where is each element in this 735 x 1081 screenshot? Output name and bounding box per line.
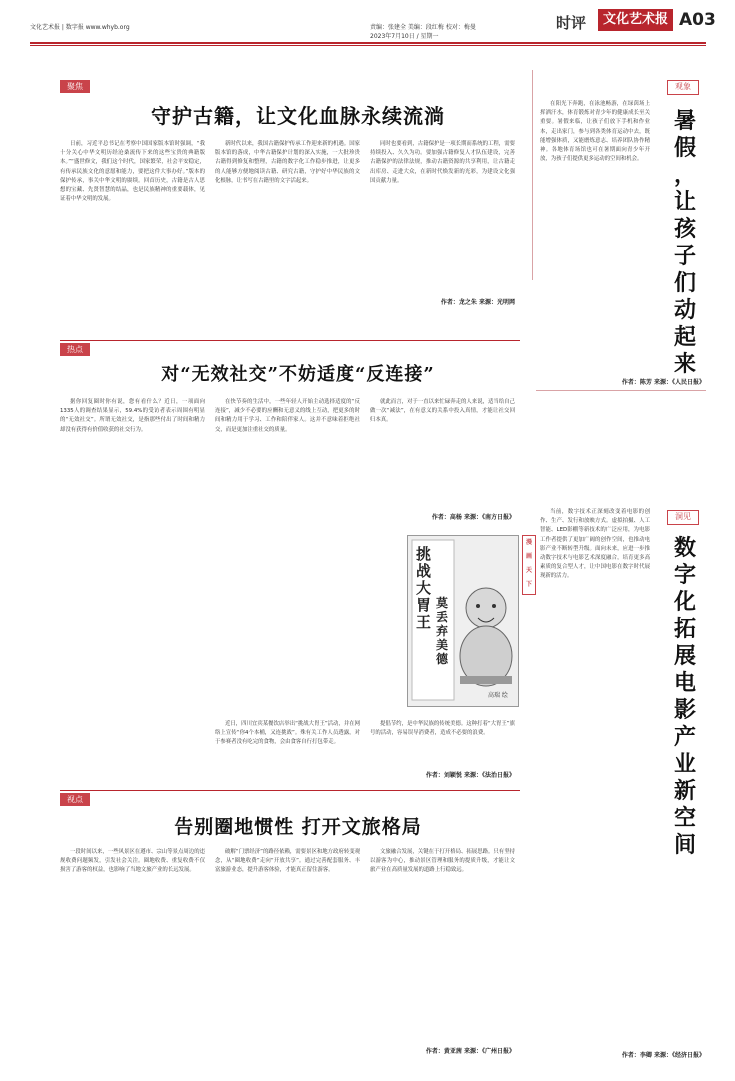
right-article-title	[672, 108, 698, 378]
article-signature: 作者：高杨 来源：《南方日报》	[431, 514, 515, 521]
brand-logo: 文化艺术报	[598, 9, 673, 31]
section-divider	[60, 790, 520, 791]
cartoon-label-1: 漫	[525, 539, 532, 546]
cartoon-credit: 高瑞 绘	[488, 692, 508, 699]
right-article-body: 在阳光下奔跑，在泳池畅游，在绿茵场上挥洒汗水，体育锻炼对青少年的健康成长至关重要。暑假来临，让孩子们放下手机和作业本，走出家门，参与到各类体育运动中去，既能增强体质，又能磨炼意志、培养团队协作精神。各地体育场馆也可在暑期面向青少年开放，为孩子们提供更多运动的空间和机会。	[540, 101, 650, 163]
cartoon-label-4: 下	[525, 581, 532, 588]
article-signature: 作者：刘颖悦 来源：《法治日报》	[425, 772, 515, 779]
title-char: 字	[673, 562, 696, 588]
cartoon-label-3: 天	[525, 567, 532, 574]
article-signature: 作者：陈芳 来源：《人民日报》	[621, 379, 705, 386]
article-body-col3: 文旅融合发展，关键在于打开格局、拓展思路。只有坚持以游客为中心，推动景区管理和服务的提质升级，才能让文旅产业在高质量发展的道路上行稳致远。	[370, 849, 515, 874]
issue-date: 2023年7月10日 / 星期一	[370, 33, 439, 40]
cartoon-caption: 莫丢弃美德	[436, 596, 449, 666]
article-body-col2: 新时代以来，我国古籍保护传承工作迎来新的机遇。国家版本馆的落成，中华古籍保护计划的深入实施，一大批珍贵古籍得到修复和整理，古籍的数字化工作稳步推进，让更多的人能够方便地阅读古籍、研究古籍，守护好中华民族的文化根脉，让书写在古籍里的文字活起来。	[215, 141, 360, 184]
cartoon-title: 挑战大胃王	[416, 545, 432, 631]
section-tag-insight: 洞见	[667, 510, 699, 525]
article-body-col2: 破解“门票经济”的路径依赖，需要景区和地方政府转变观念，从“圈地收费”走向“开放共享”。通过完善配套服务、丰富旅游业态，提升游客体验，才能真正留住游客。	[215, 849, 360, 874]
cartoon-commentary: 提倡节约，是中华民族的传统美德。这种打着“大胃王”旗号的活动，容易误导消费者，造成不必要的浪费。	[370, 721, 515, 737]
title-char: 电	[673, 670, 696, 696]
title-char: ，	[673, 162, 696, 188]
header-rule	[30, 42, 706, 44]
page-number: A03	[679, 10, 716, 30]
editor-credits: 责编：张建全 美编：段红梅 校对：梅曼	[370, 24, 476, 31]
column-divider	[532, 70, 533, 280]
title-char: 们	[673, 270, 696, 296]
title-char: 影	[673, 697, 696, 723]
section-divider	[536, 390, 706, 391]
section-tag-focus: 聚焦	[60, 80, 90, 93]
article-body-col1: 日前，习近平总书记在考察中国国家版本馆时强调，“我十分关心中华文明历经沧桑流传下来的这些宝贵的典籍版本。”“盛世修文，我们这个时代，国家繁荣，社会平安稳定，有传承民族文化的意愿和能力，要把这件大事办好。”版本的保护传承，事关中华文明的赓续。回首历史，古籍是古人思想的宝藏、先贤智慧的结晶，也是民族精神的重要载体，见证着中华文明的发展。	[60, 141, 205, 203]
cartoon-label-2: 画	[525, 553, 532, 560]
site-info: 文化艺术报 | 数字报 www.whyb.org	[30, 24, 130, 31]
title-char: 动	[673, 297, 696, 323]
article-body-col2: 在快节奏的生活中，一些年轻人开始主动选择适度的“反连接”，减少不必要的应酬和无意义的线上互动，把更多的时间和精力用于学习、工作和陪伴家人。这并不意味着拒绝社交，而是更加注重社交的质量。	[215, 399, 360, 433]
article-signature: 作者：龙之朱 来源：光明网	[440, 299, 515, 306]
article-signature: 作者：黄亚茜 来源：《广州日报》	[425, 1048, 515, 1055]
article-body-col1: 一段时间以来，一些风景区在遵市、宗山等景点周边的违规收费问题频发，引发社会关注。圈地收费、重复收费不仅损害了游客的权益，也影响了当地文旅产业的长远发展。	[60, 849, 205, 874]
title-char: 拓	[673, 616, 696, 642]
article-signature: 作者：李卿 来源：《经济日报》	[621, 1052, 705, 1059]
section-divider	[60, 340, 520, 341]
title-char: 子	[673, 243, 696, 269]
right-article-title	[672, 535, 698, 859]
title-char: 孩	[673, 216, 696, 242]
cartoon-image	[407, 535, 519, 707]
right-article-body: 当前，数字技术正深刻改变着电影的创作、生产、发行和放映方式。虚拟拍摄、人工智能、LED影棚等新技术的广泛应用，为电影工作者提供了更加广阔的创作空间，也推动电影产业不断转型升级。面向未来，应进一步推动数字技术与电影艺术深度融合，培育更多高素质的复合型人才，让中国电影在数字时代展现新的活力。	[540, 509, 650, 580]
cartoon-column-label	[522, 535, 536, 595]
title-char: 化	[673, 589, 696, 615]
title-char: 起	[673, 324, 696, 350]
title-char: 间	[673, 832, 696, 858]
article-title-social: 对“无效社交”不妨适度“反连接”	[161, 364, 435, 385]
title-char: 假	[673, 135, 696, 161]
title-char: 数	[673, 535, 696, 561]
section-tag-hot: 热点	[60, 343, 90, 356]
article-title-tourism: 告别圈地惯性 打开文旅格局	[174, 816, 422, 838]
article-body-col3: 同时也要看到，古籍保护是一项长期而系统的工程，需要持续投入、久久为功。要加强古籍修复人才队伍建设，完善古籍保护的法律法规，推动古籍资源的共享利用，让古籍走出库房、走进大众，在新时代焕发新的光彩，为建设文化强国贡献力量。	[370, 141, 515, 184]
article-title-ancient-books: 守护古籍，让文化血脉永续流淌	[151, 104, 445, 128]
column-name: 时评	[556, 14, 587, 32]
title-char: 空	[673, 805, 696, 831]
section-tag-observe: 观象	[667, 80, 699, 95]
cartoon-text: 近日，四川宜宾某餐饮店举出“挑战大胃王”活动，并在网络上宣传“你4个本桶，又连挑战”。殊有关工作人员透露，对于参赛者没有吃完的食物，会由食客自行打包带走。	[215, 721, 360, 746]
article-body-col1: 据你回复圈时你有说，您有看什么？近日，一项面向1335人的调查结果显示，59.4%的受访者表示周围有明显的“无效社交”。所谓无效社交，是指那些付出了时间和精力却没有获得有价值收获的社交行为。	[60, 399, 205, 433]
title-char: 来	[673, 351, 696, 377]
section-tag-viewpoint: 视点	[60, 793, 90, 806]
title-char: 暑	[673, 108, 696, 134]
title-char: 让	[673, 189, 696, 215]
title-char: 产	[673, 724, 696, 750]
title-char: 展	[673, 643, 696, 669]
header-rule-thin	[30, 45, 706, 46]
article-body-col3: 就此而言，对于一直以来忙碌奔走的人来说，适当给自己做一次“减法”，在有意义的关系中投入真情，才能让社交回归本真。	[370, 399, 515, 424]
title-char: 新	[673, 778, 696, 804]
title-char: 业	[673, 751, 696, 777]
